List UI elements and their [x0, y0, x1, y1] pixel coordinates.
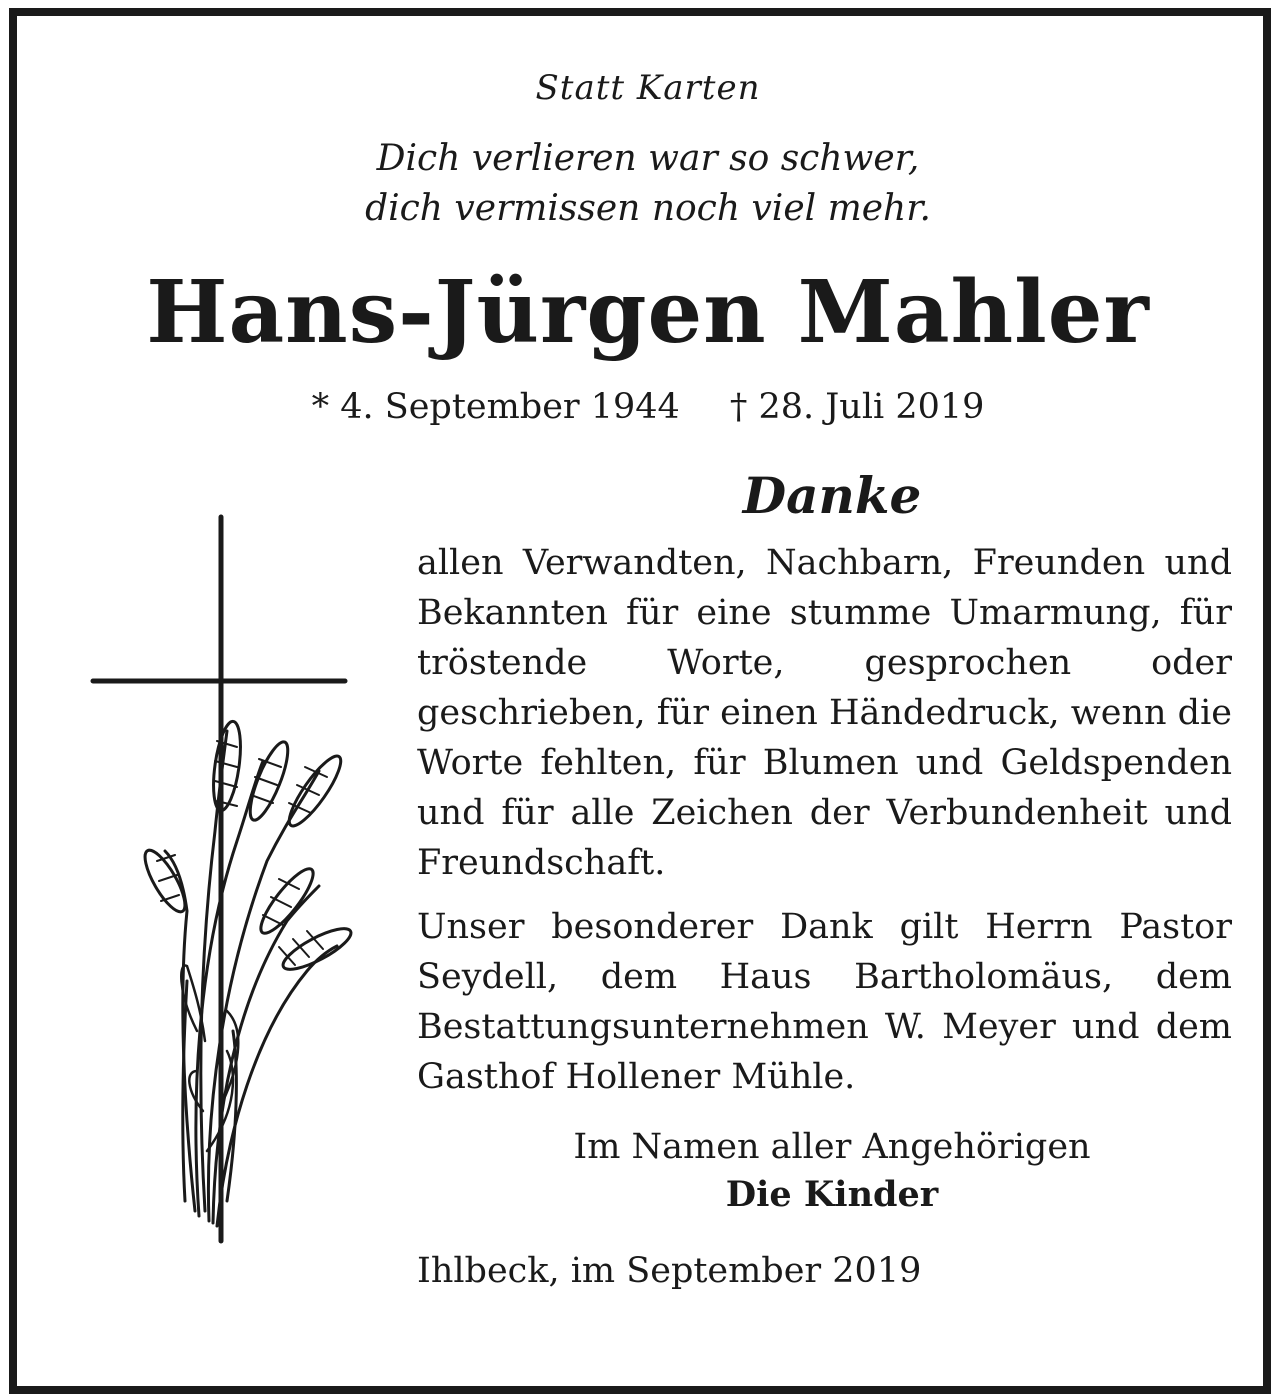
deceased-name: Hans-Jürgen Mahler	[146, 262, 1150, 363]
thanks-heading: Danke	[742, 466, 922, 525]
statt-karten: Statt Karten	[535, 68, 761, 108]
signature-line: Im Namen aller Angehörigen	[573, 1127, 1091, 1167]
signature-family: Die Kinder	[725, 1174, 939, 1215]
thanks-paragraph-1: allen Verwandten, Nachbarn, Freunden und Bekannten für eine stumme Umarmung, für tröstende Worte, gesprochen oder geschrieben, für einen Händedruck, wenn die Worte fehlten, für Blumen und Geldspenden und für alle Zeichen der Verbundenheit und Freundschaft.	[417, 543, 1232, 883]
signature	[417, 1124, 1247, 1218]
motto-line-2: dich vermissen noch viel mehr.	[365, 188, 931, 229]
motto-line-1: Dich verlieren war so schwer,	[376, 138, 920, 179]
birth-date: * 4. September 1944	[311, 387, 680, 427]
life-dates	[17, 387, 1279, 427]
cross-with-wheat-icon	[87, 511, 357, 1251]
death-date: † 28. Juli 2019	[729, 387, 985, 427]
place-date: Ihlbeck, im September 2019	[417, 1251, 922, 1291]
thanks-paragraph-2: Unser besonderer Dank gilt Herrn Pastor Seydell, dem Haus Bartholomäus, dem Bestattungsunternehmen W. Meyer und dem Gasthof Hollener Mühle.	[417, 907, 1232, 1097]
motto	[17, 134, 1279, 234]
obituary-frame	[9, 8, 1271, 1394]
